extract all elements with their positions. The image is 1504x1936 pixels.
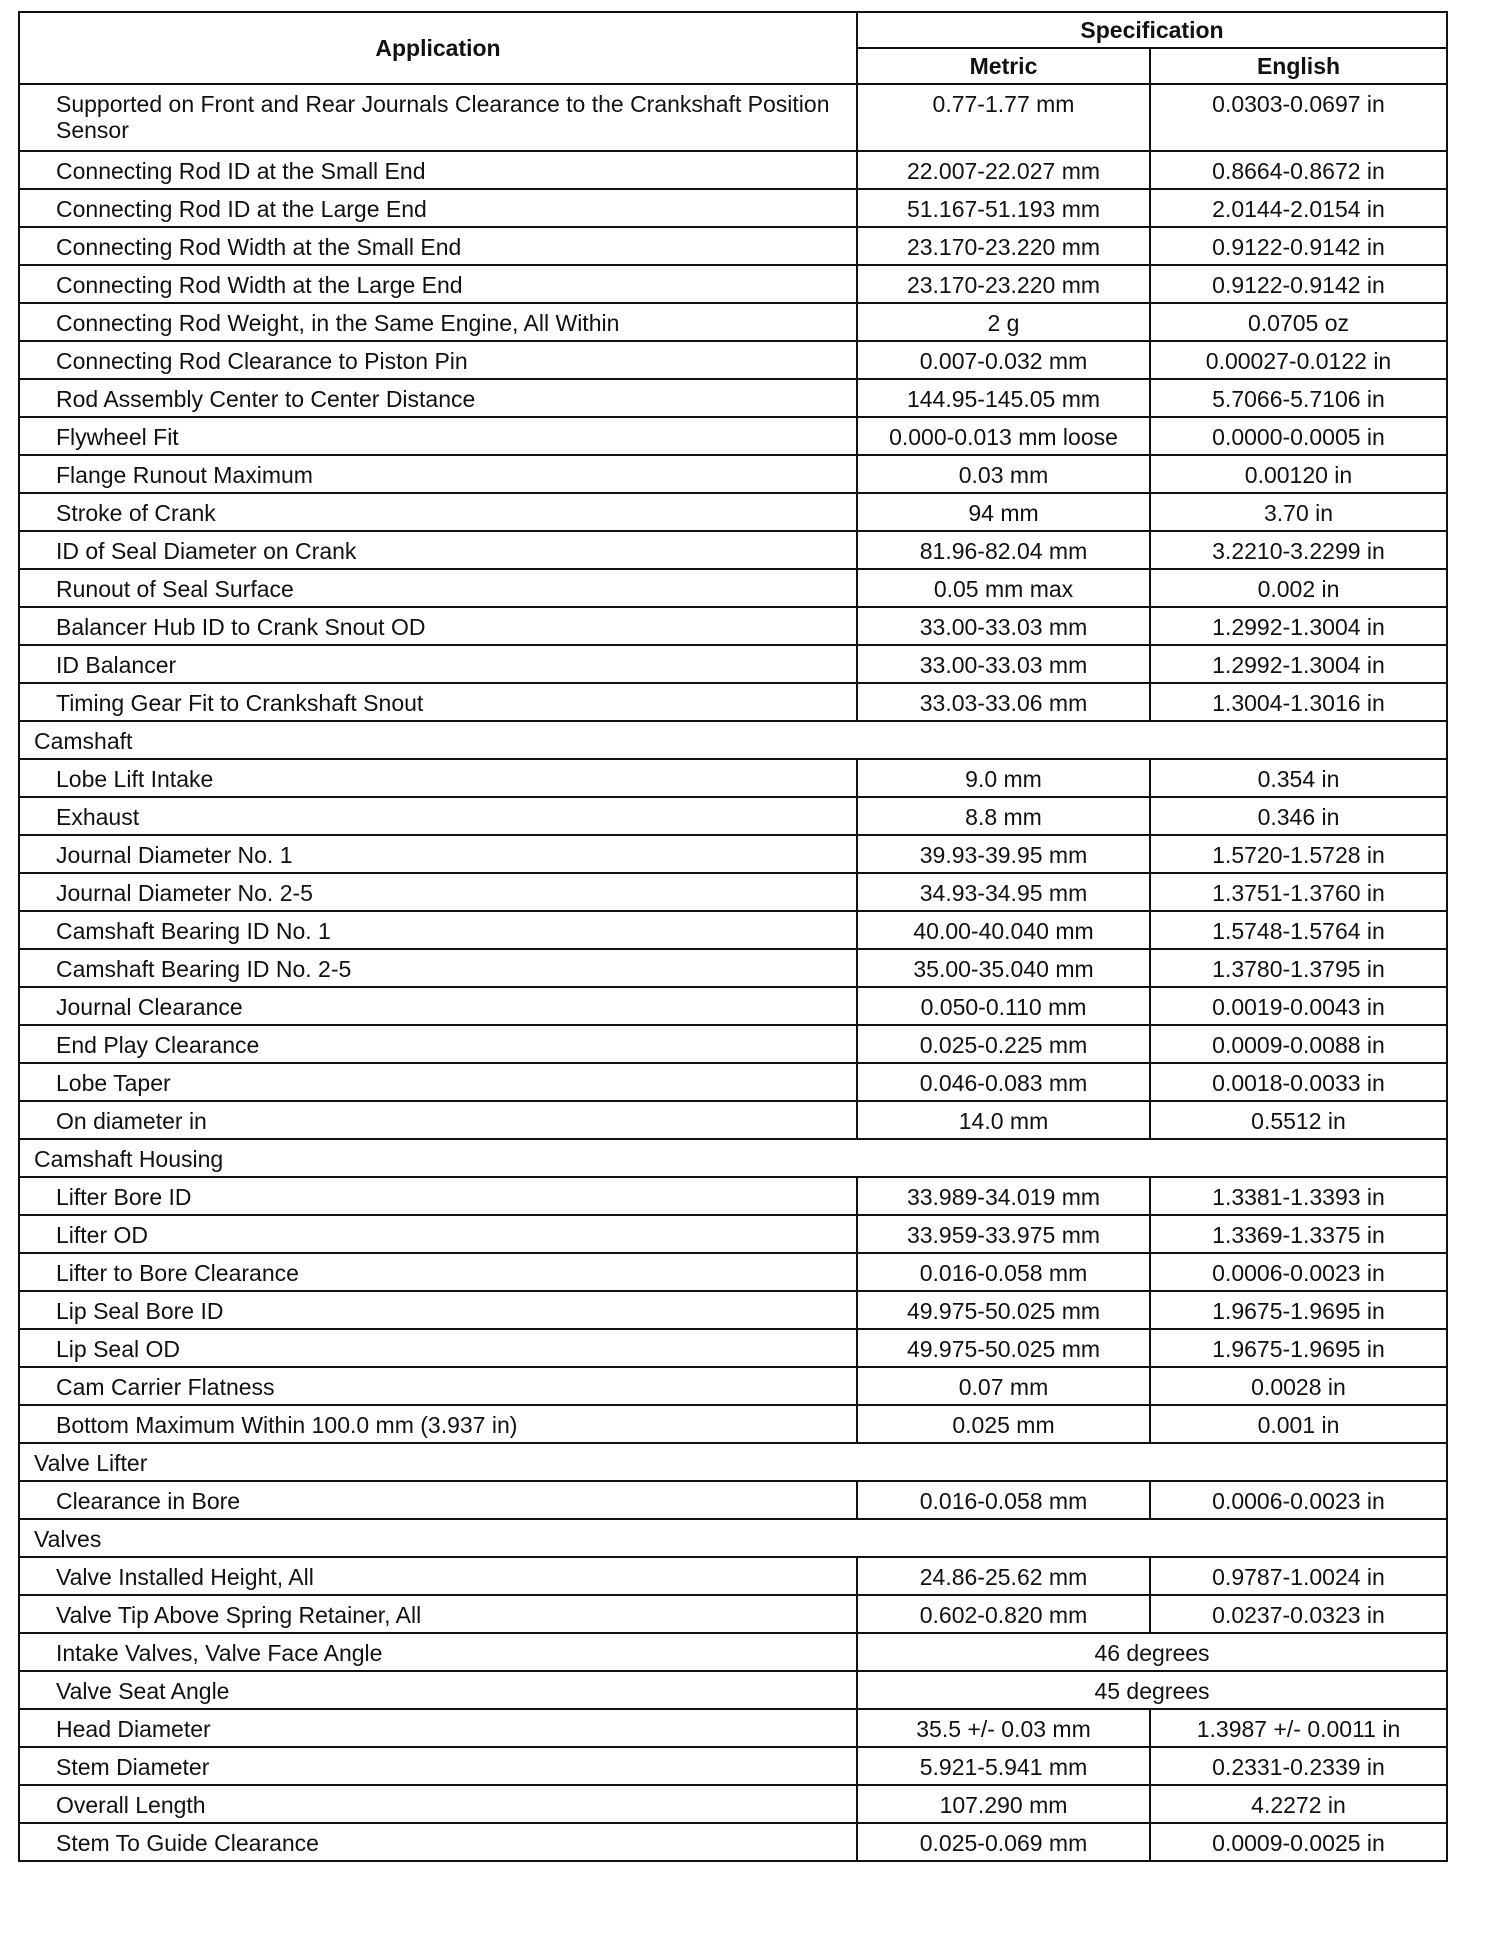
table-row	[19, 1671, 1447, 1709]
english-cell: 1.5748-1.5764 in	[1150, 911, 1447, 949]
table-row	[19, 835, 1447, 873]
english-cell: 0.0705 oz	[1150, 303, 1447, 341]
table-row	[19, 1367, 1447, 1405]
english-cell: 0.0009-0.0025 in	[1150, 1823, 1447, 1861]
table-row	[19, 1215, 1447, 1253]
table-row	[19, 151, 1447, 189]
metric-cell: 94 mm	[857, 493, 1150, 531]
application-cell: Connecting Rod ID at the Small End	[19, 151, 857, 189]
english-cell: 1.3369-1.3375 in	[1150, 1215, 1447, 1253]
metric-cell: 23.170-23.220 mm	[857, 227, 1150, 265]
header-row-top	[19, 12, 1447, 48]
table-row	[19, 227, 1447, 265]
english-cell: 0.0009-0.0088 in	[1150, 1025, 1447, 1063]
table-row	[19, 1747, 1447, 1785]
metric-cell: 5.921-5.941 mm	[857, 1747, 1150, 1785]
english-cell: 1.9675-1.9695 in	[1150, 1291, 1447, 1329]
metric-cell: 8.8 mm	[857, 797, 1150, 835]
header-specification: Specification	[857, 12, 1447, 48]
application-cell: Flywheel Fit	[19, 417, 857, 455]
table-row	[19, 1253, 1447, 1291]
application-cell: Flange Runout Maximum	[19, 455, 857, 493]
english-cell: 1.9675-1.9695 in	[1150, 1329, 1447, 1367]
application-cell: Connecting Rod Width at the Large End	[19, 265, 857, 303]
table-row	[19, 797, 1447, 835]
english-cell: 1.2992-1.3004 in	[1150, 607, 1447, 645]
table-row	[19, 987, 1447, 1025]
english-cell: 1.3751-1.3760 in	[1150, 873, 1447, 911]
table-row	[19, 1177, 1447, 1215]
english-cell: 1.3780-1.3795 in	[1150, 949, 1447, 987]
metric-cell: 23.170-23.220 mm	[857, 265, 1150, 303]
english-cell: 0.002 in	[1150, 569, 1447, 607]
metric-cell: 22.007-22.027 mm	[857, 151, 1150, 189]
english-cell: 0.001 in	[1150, 1405, 1447, 1443]
table-row	[19, 265, 1447, 303]
metric-cell: 33.989-34.019 mm	[857, 1177, 1150, 1215]
section-title: Camshaft	[19, 721, 1447, 759]
application-cell: Connecting Rod Clearance to Piston Pin	[19, 341, 857, 379]
english-cell: 1.3987 +/- 0.0011 in	[1150, 1709, 1447, 1747]
application-cell: Lifter to Bore Clearance	[19, 1253, 857, 1291]
metric-cell: 0.050-0.110 mm	[857, 987, 1150, 1025]
english-cell: 1.2992-1.3004 in	[1150, 645, 1447, 683]
english-cell: 4.2272 in	[1150, 1785, 1447, 1823]
application-cell: Stem To Guide Clearance	[19, 1823, 857, 1861]
metric-cell: 0.03 mm	[857, 455, 1150, 493]
application-cell: Exhaust	[19, 797, 857, 835]
metric-cell: 33.03-33.06 mm	[857, 683, 1150, 721]
header-application: Application	[19, 12, 857, 84]
table-row	[19, 1063, 1447, 1101]
table-row	[19, 949, 1447, 987]
metric-cell: 0.025-0.225 mm	[857, 1025, 1150, 1063]
section-title: Valve Lifter	[19, 1443, 1447, 1481]
table-body	[19, 84, 1447, 1861]
table-row	[19, 759, 1447, 797]
spec-table	[18, 11, 1448, 1862]
header-metric: Metric	[857, 48, 1150, 84]
table-row	[19, 303, 1447, 341]
application-cell: Journal Clearance	[19, 987, 857, 1025]
english-cell: 0.0303-0.0697 in	[1150, 84, 1447, 151]
application-cell: Lobe Lift Intake	[19, 759, 857, 797]
application-cell: Valve Tip Above Spring Retainer, All	[19, 1595, 857, 1633]
application-cell: Bottom Maximum Within 100.0 mm (3.937 in)	[19, 1405, 857, 1443]
english-cell: 0.9787-1.0024 in	[1150, 1557, 1447, 1595]
metric-cell: 51.167-51.193 mm	[857, 189, 1150, 227]
application-cell: ID Balancer	[19, 645, 857, 683]
metric-cell: 35.5 +/- 0.03 mm	[857, 1709, 1150, 1747]
metric-cell: 14.0 mm	[857, 1101, 1150, 1139]
table-row	[19, 1101, 1447, 1139]
table-row	[19, 569, 1447, 607]
application-cell: Camshaft Bearing ID No. 2-5	[19, 949, 857, 987]
section-row	[19, 1139, 1447, 1177]
table-row	[19, 683, 1447, 721]
metric-cell: 35.00-35.040 mm	[857, 949, 1150, 987]
english-cell: 0.9122-0.9142 in	[1150, 265, 1447, 303]
english-cell: 1.5720-1.5728 in	[1150, 835, 1447, 873]
application-cell: Lifter Bore ID	[19, 1177, 857, 1215]
section-row	[19, 1443, 1447, 1481]
english-cell: 0.0028 in	[1150, 1367, 1447, 1405]
section-title: Valves	[19, 1519, 1447, 1557]
table-row	[19, 379, 1447, 417]
metric-cell: 0.77-1.77 mm	[857, 84, 1150, 151]
table-row	[19, 493, 1447, 531]
english-cell: 3.2210-3.2299 in	[1150, 531, 1447, 569]
application-cell: Runout of Seal Surface	[19, 569, 857, 607]
english-cell: 0.0018-0.0033 in	[1150, 1063, 1447, 1101]
application-cell: Balancer Hub ID to Crank Snout OD	[19, 607, 857, 645]
table-row	[19, 645, 1447, 683]
application-cell: Stem Diameter	[19, 1747, 857, 1785]
english-cell: 0.354 in	[1150, 759, 1447, 797]
english-cell: 0.9122-0.9142 in	[1150, 227, 1447, 265]
english-cell: 5.7066-5.7106 in	[1150, 379, 1447, 417]
application-cell: Overall Length	[19, 1785, 857, 1823]
metric-cell: 0.025-0.069 mm	[857, 1823, 1150, 1861]
metric-cell: 81.96-82.04 mm	[857, 531, 1150, 569]
table-row	[19, 1823, 1447, 1861]
table-row	[19, 1405, 1447, 1443]
application-cell: Camshaft Bearing ID No. 1	[19, 911, 857, 949]
table-row	[19, 1709, 1447, 1747]
application-cell: Journal Diameter No. 2-5	[19, 873, 857, 911]
metric-cell: 0.046-0.083 mm	[857, 1063, 1150, 1101]
table-row	[19, 911, 1447, 949]
table-row	[19, 531, 1447, 569]
metric-cell: 33.00-33.03 mm	[857, 607, 1150, 645]
english-cell: 0.0237-0.0323 in	[1150, 1595, 1447, 1633]
metric-cell: 0.000-0.013 mm loose	[857, 417, 1150, 455]
english-cell: 0.00120 in	[1150, 455, 1447, 493]
english-cell: 1.3004-1.3016 in	[1150, 683, 1447, 721]
table-row	[19, 607, 1447, 645]
english-cell: 2.0144-2.0154 in	[1150, 189, 1447, 227]
metric-cell: 24.86-25.62 mm	[857, 1557, 1150, 1595]
english-cell: 1.3381-1.3393 in	[1150, 1177, 1447, 1215]
table-row	[19, 417, 1447, 455]
application-cell: Connecting Rod ID at the Large End	[19, 189, 857, 227]
table-row	[19, 1557, 1447, 1595]
metric-cell: 33.959-33.975 mm	[857, 1215, 1150, 1253]
metric-cell: 0.602-0.820 mm	[857, 1595, 1150, 1633]
table-row	[19, 1633, 1447, 1671]
metric-cell: 49.975-50.025 mm	[857, 1329, 1150, 1367]
application-cell: Lobe Taper	[19, 1063, 857, 1101]
application-cell: End Play Clearance	[19, 1025, 857, 1063]
metric-cell: 107.290 mm	[857, 1785, 1150, 1823]
metric-cell: 0.016-0.058 mm	[857, 1481, 1150, 1519]
english-cell: 0.0006-0.0023 in	[1150, 1253, 1447, 1291]
metric-cell: 0.007-0.032 mm	[857, 341, 1150, 379]
metric-cell: 39.93-39.95 mm	[857, 835, 1150, 873]
application-cell: Clearance in Bore	[19, 1481, 857, 1519]
spec-value-cell: 45 degrees	[857, 1671, 1447, 1709]
metric-cell: 34.93-34.95 mm	[857, 873, 1150, 911]
english-cell: 0.2331-0.2339 in	[1150, 1747, 1447, 1785]
spec-value-cell: 46 degrees	[857, 1633, 1447, 1671]
metric-cell: 33.00-33.03 mm	[857, 645, 1150, 683]
application-cell: Lip Seal OD	[19, 1329, 857, 1367]
english-cell: 0.0019-0.0043 in	[1150, 987, 1447, 1025]
table-row	[19, 455, 1447, 493]
table-row	[19, 1785, 1447, 1823]
english-cell: 3.70 in	[1150, 493, 1447, 531]
english-cell: 0.8664-0.8672 in	[1150, 151, 1447, 189]
english-cell: 0.5512 in	[1150, 1101, 1447, 1139]
application-cell: Head Diameter	[19, 1709, 857, 1747]
metric-cell: 0.025 mm	[857, 1405, 1150, 1443]
application-cell: Intake Valves, Valve Face Angle	[19, 1633, 857, 1671]
section-row	[19, 1519, 1447, 1557]
table-row	[19, 84, 1447, 151]
english-cell: 0.0000-0.0005 in	[1150, 417, 1447, 455]
english-cell: 0.346 in	[1150, 797, 1447, 835]
metric-cell: 0.07 mm	[857, 1367, 1150, 1405]
application-cell: Supported on Front and Rear Journals Clearance to the Crankshaft Position Sensor	[19, 84, 857, 151]
metric-cell: 9.0 mm	[857, 759, 1150, 797]
table-row	[19, 1025, 1447, 1063]
application-cell: Connecting Rod Weight, in the Same Engine, All Within	[19, 303, 857, 341]
application-cell: ID of Seal Diameter on Crank	[19, 531, 857, 569]
metric-cell: 40.00-40.040 mm	[857, 911, 1150, 949]
application-cell: Lifter OD	[19, 1215, 857, 1253]
metric-cell: 0.05 mm max	[857, 569, 1150, 607]
table-header	[19, 12, 1447, 84]
table-row	[19, 873, 1447, 911]
application-cell: Timing Gear Fit to Crankshaft Snout	[19, 683, 857, 721]
application-cell: Lip Seal Bore ID	[19, 1291, 857, 1329]
application-cell: On diameter in	[19, 1101, 857, 1139]
application-cell: Cam Carrier Flatness	[19, 1367, 857, 1405]
application-cell: Stroke of Crank	[19, 493, 857, 531]
metric-cell: 0.016-0.058 mm	[857, 1253, 1150, 1291]
application-cell: Valve Installed Height, All	[19, 1557, 857, 1595]
table-row	[19, 1481, 1447, 1519]
metric-cell: 144.95-145.05 mm	[857, 379, 1150, 417]
header-english: English	[1150, 48, 1447, 84]
table-row	[19, 1595, 1447, 1633]
english-cell: 0.0006-0.0023 in	[1150, 1481, 1447, 1519]
table-row	[19, 1329, 1447, 1367]
section-title: Camshaft Housing	[19, 1139, 1447, 1177]
table-row	[19, 341, 1447, 379]
english-cell: 0.00027-0.0122 in	[1150, 341, 1447, 379]
table-row	[19, 189, 1447, 227]
application-cell: Journal Diameter No. 1	[19, 835, 857, 873]
metric-cell: 49.975-50.025 mm	[857, 1291, 1150, 1329]
application-cell: Rod Assembly Center to Center Distance	[19, 379, 857, 417]
application-cell: Connecting Rod Width at the Small End	[19, 227, 857, 265]
table-row	[19, 1291, 1447, 1329]
metric-cell: 2 g	[857, 303, 1150, 341]
section-row	[19, 721, 1447, 759]
application-cell: Valve Seat Angle	[19, 1671, 857, 1709]
